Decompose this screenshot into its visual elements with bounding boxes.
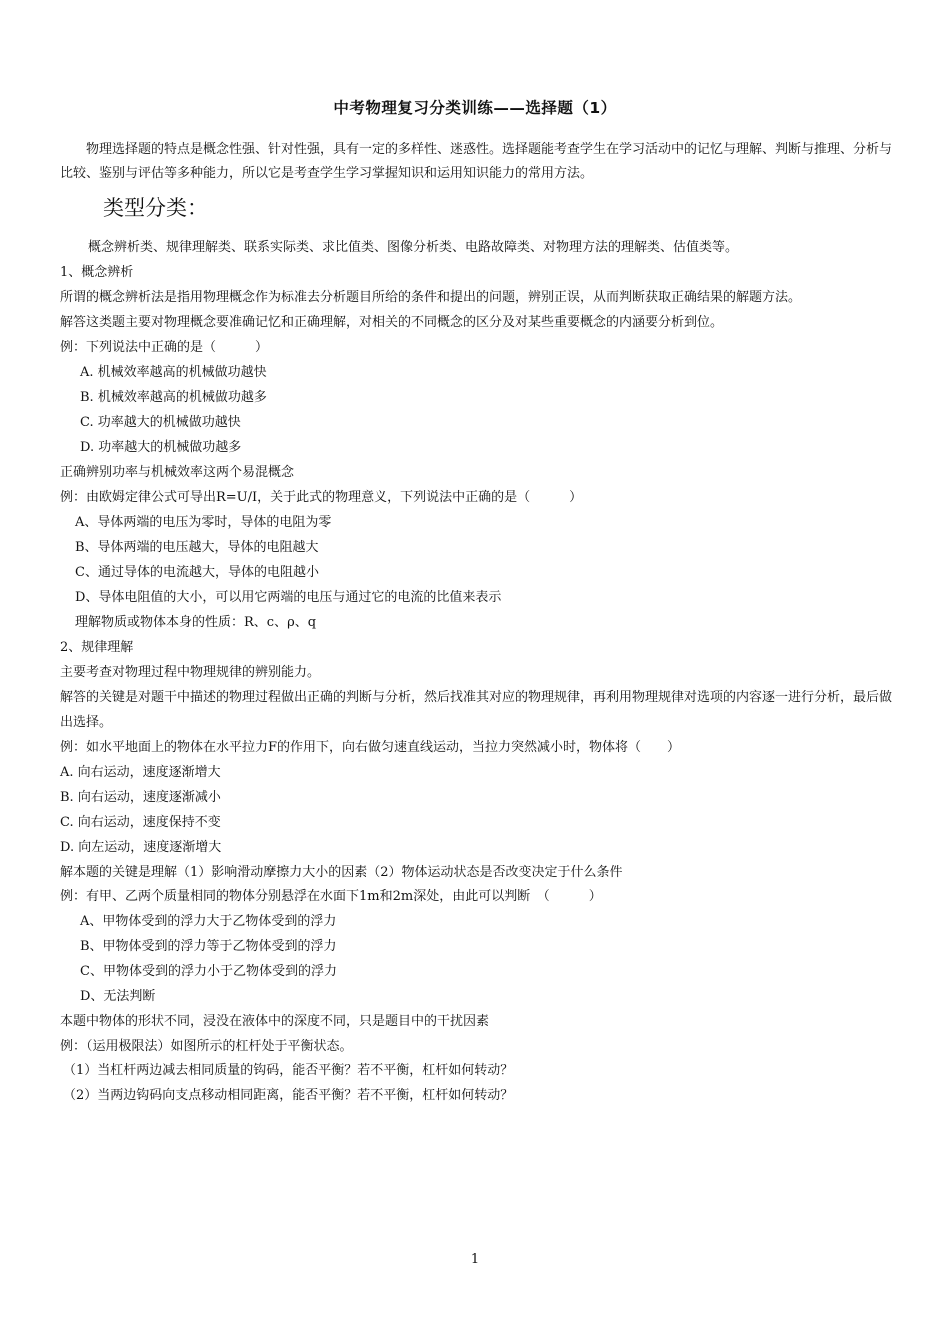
- question: 例：下列说法中正确的是（ ）: [60, 340, 269, 355]
- option: C、甲物体受到的浮力小于乙物体受到的浮力: [80, 964, 337, 979]
- option: A. 向右运动，速度逐渐增大: [60, 765, 221, 780]
- option: B. 机械效率越高的机械做功越多: [80, 390, 267, 405]
- option: A、甲物体受到的浮力大于乙物体受到的浮力: [80, 914, 337, 929]
- option: C、通过导体的电流越大，导体的电阻越小: [75, 565, 319, 580]
- option: D. 向左运动，速度逐渐增大: [60, 840, 222, 855]
- question: 例：如水平地面上的物体在水平拉力F的作用下，向右做匀速直线运动，当拉力突然减小时，物体将（ ）: [60, 740, 681, 755]
- s1-paragraph: 解答这类题主要对物理概念要准确记忆和正确理解，对相关的不同概念的区分及对某些重要概念的内涵要分析到位。: [60, 315, 724, 330]
- page-number: 1: [470, 1252, 480, 1267]
- s1-paragraph: 所谓的概念辨析法是指用物理概念作为标准去分析题目所给的条件和提出的问题，辨别正误，从而判断获取正确结果的解题方法。: [60, 290, 802, 305]
- option: C. 向右运动，速度保持不变: [60, 815, 221, 830]
- s2-paragraph: 主要考查对物理过程中物理规律的辨别能力。: [60, 665, 321, 680]
- option: B. 向右运动，速度逐渐减小: [60, 790, 221, 805]
- option: B、导体两端的电压越大，导体的电阻越大: [75, 540, 319, 555]
- question: 例：有甲、乙两个质量相同的物体分别悬浮在水面下1m和2m深处，由此可以判断 （ ）: [60, 889, 602, 904]
- intro-paragraph: 物理选择题的特点是概念性强、针对性强，具有一定的多样性、迷惑性。选择题能考查学生在学习活动中的记忆与理解、判断与推理、分析与比较、鉴别与评估等多种能力，所以它是考查学生学习掌握知识和运用知识能力的常用方法。: [60, 142, 893, 181]
- option: A、导体两端的电压为零时，导体的电阻为零: [75, 515, 332, 530]
- option: D、无法判断: [80, 989, 156, 1004]
- s2-heading: 2、规律理解: [60, 640, 134, 655]
- option: A. 机械效率越高的机械做功越快: [80, 365, 267, 380]
- option: D、导体电阻值的大小，可以用它两端的电压与通过它的电流的比值来表示: [75, 590, 502, 605]
- sub-question: （2）当两边钩码向支点移动相同距离，能否平衡？若不平衡，杠杆如何转动？: [63, 1088, 514, 1103]
- section-heading: 类型分类：: [103, 196, 208, 220]
- note: 正确辨别功率与机械效率这两个易混概念: [60, 465, 295, 480]
- option: D. 功率越大的机械做功越多: [80, 440, 242, 455]
- note: 解本题的关键是理解（1）影响滑动摩擦力大小的因素（2）物体运动状态是否改变决定于什么条件: [60, 865, 623, 880]
- note: 理解物质或物体本身的性质：R、c、ρ、q: [75, 615, 317, 630]
- page-title: 中考物理复习分类训练——选择题（1）: [333, 99, 617, 117]
- option: C. 功率越大的机械做功越快: [80, 415, 241, 430]
- question: 例：（运用极限法）如图所示的杠杆处于平衡状态。: [60, 1039, 353, 1054]
- s1-heading: 1、概念辨析: [60, 265, 134, 280]
- types-list: 概念辨析类、规律理解类、联系实际类、求比值类、图像分析类、电路故障类、对物理方法的理解类、估值类等。: [88, 240, 739, 255]
- note: 本题中物体的形状不同，浸没在液体中的深度不同，只是题目中的干扰因素: [60, 1014, 490, 1029]
- question: 例：由欧姆定律公式可导出R=U/I，关于此式的物理意义，下列说法中正确的是（ ）: [60, 490, 583, 505]
- s2-paragraph: 解答的关键是对题干中描述的物理过程做出正确的判断与分析，然后找准其对应的物理规律，再利用物理规律对选项的内容逐一进行分析，最后做出选择。: [60, 690, 893, 730]
- sub-question: （1）当杠杆两边减去相同质量的钩码，能否平衡？若不平衡，杠杆如何转动？: [63, 1063, 514, 1078]
- option: B、甲物体受到的浮力等于乙物体受到的浮力: [80, 939, 337, 954]
